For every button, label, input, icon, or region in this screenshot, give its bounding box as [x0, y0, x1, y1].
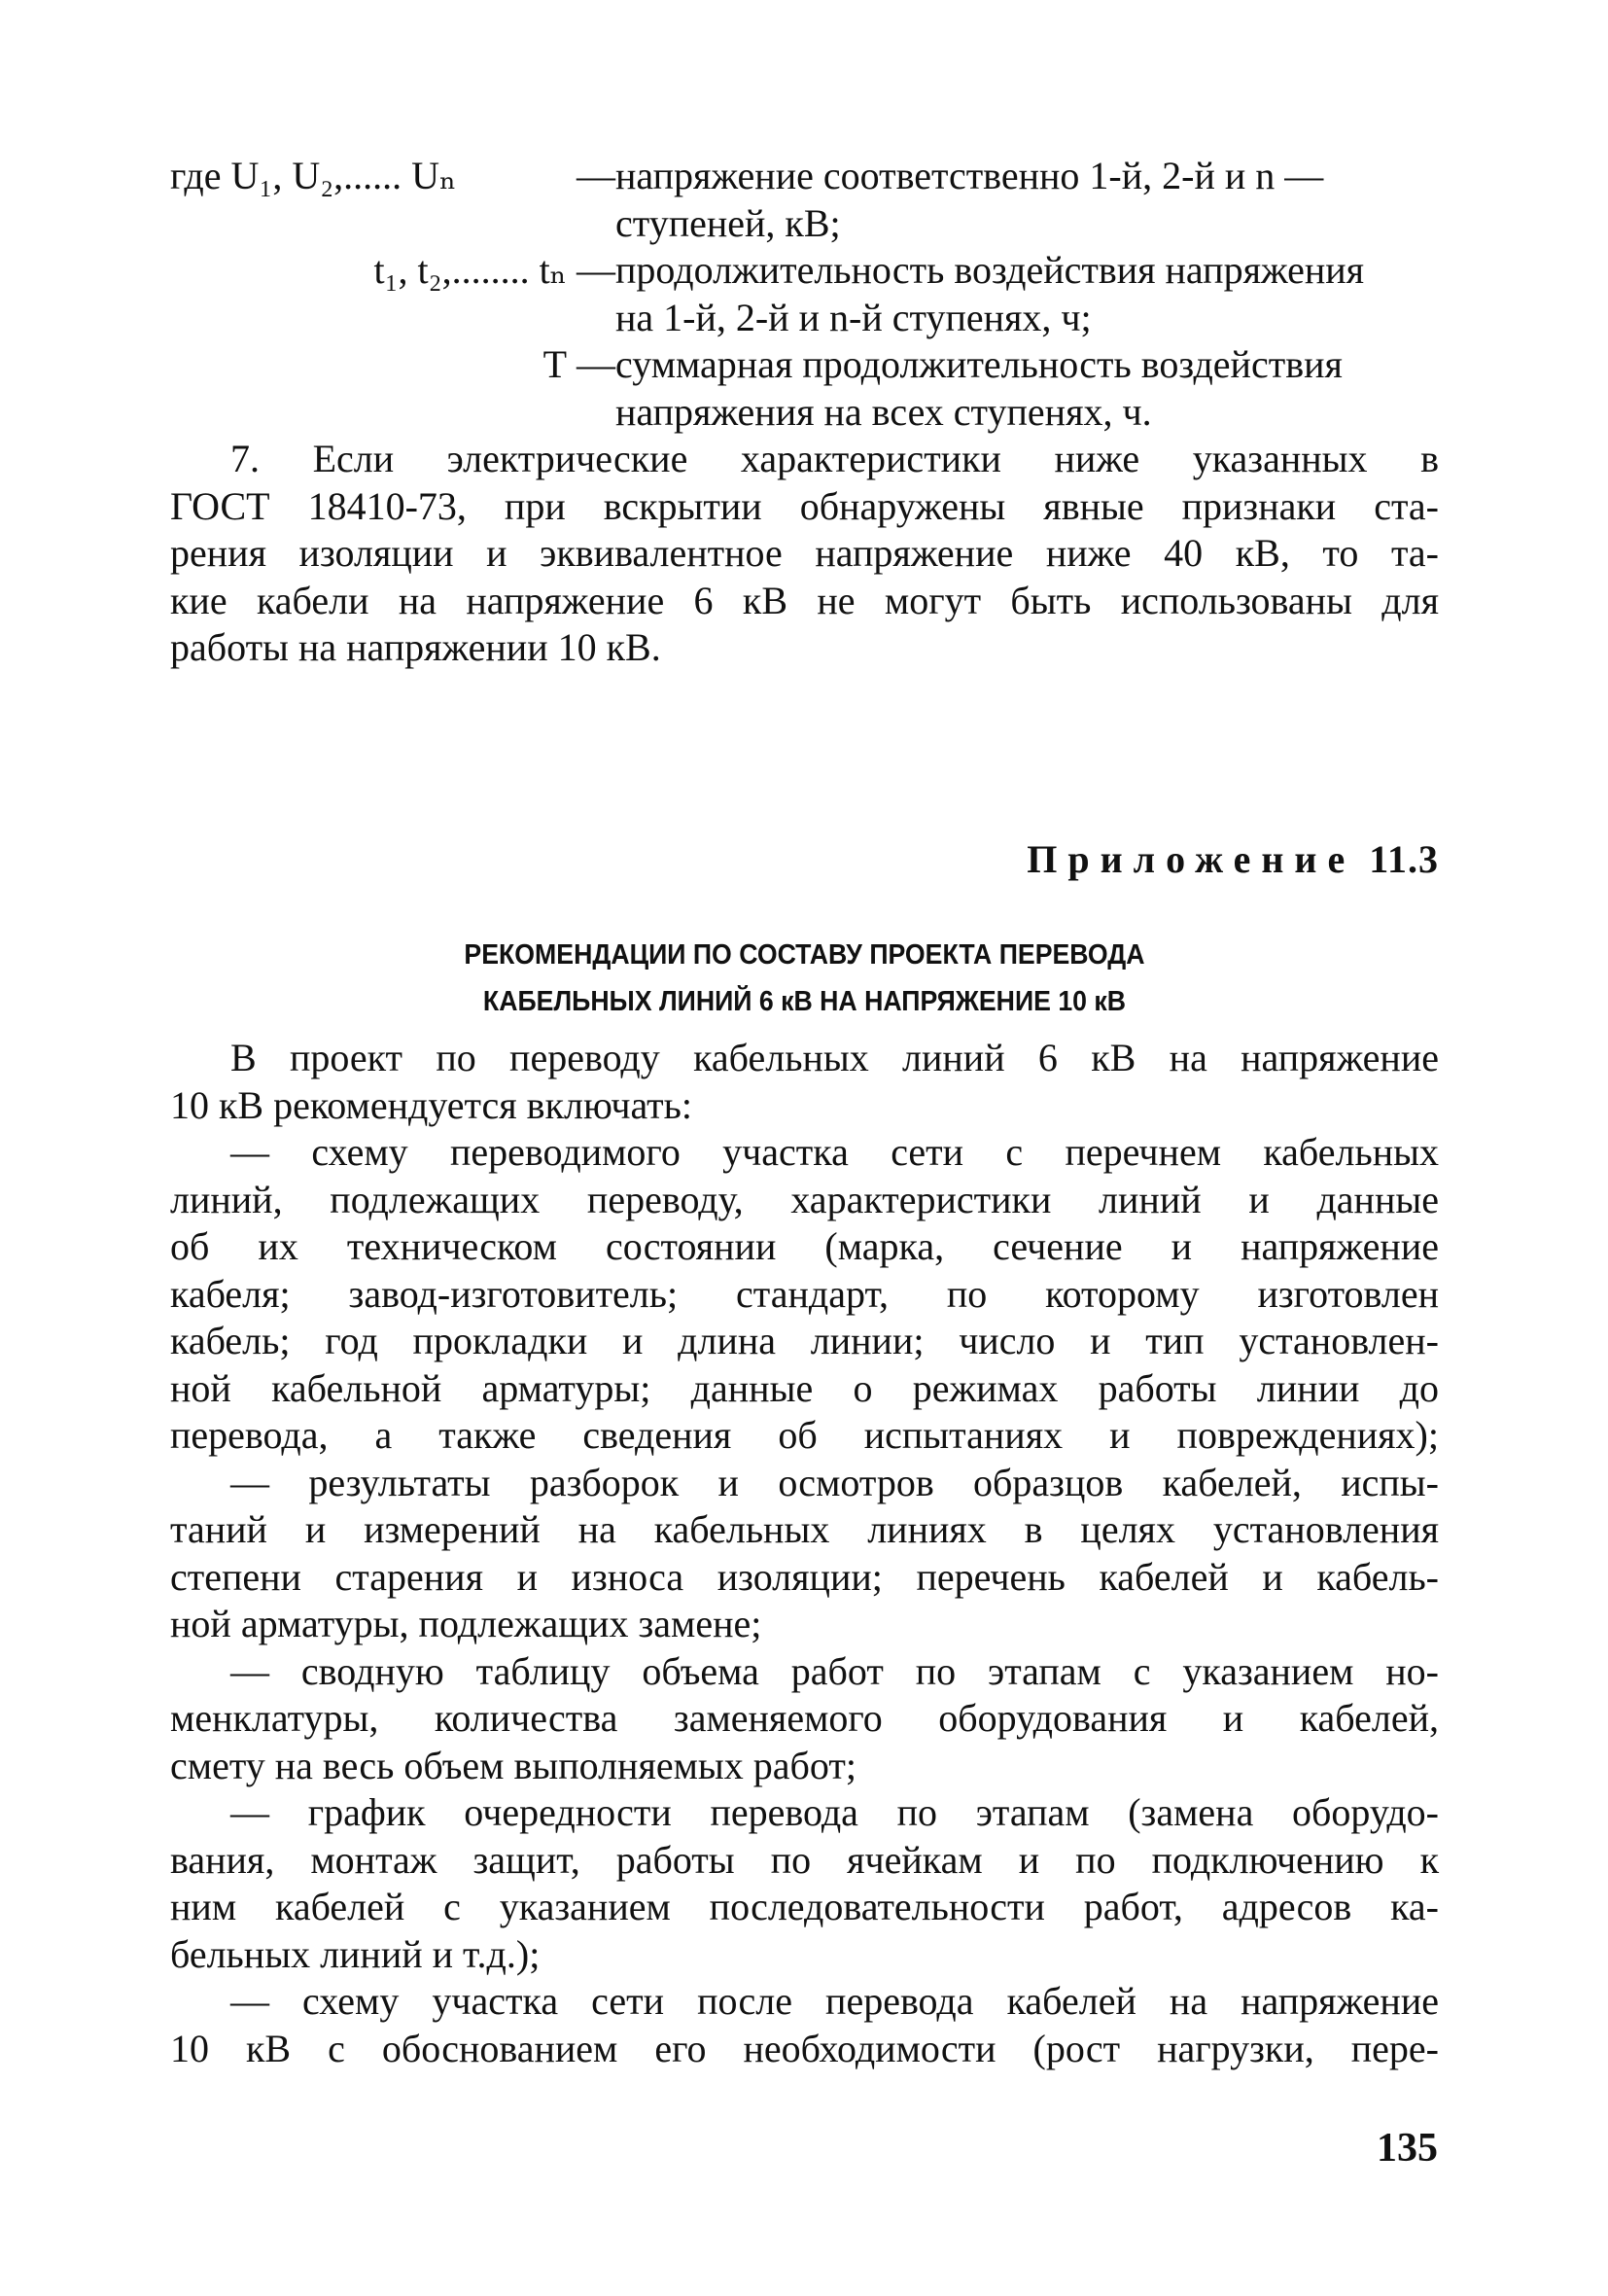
body-line: — схему переводимого участка сети с перечнем кабельных [230, 1130, 1439, 1174]
appendix-word: Приложение [1027, 837, 1356, 881]
definition-dash: — [577, 342, 615, 386]
paragraph-line: кие кабели на напряжение 6 кВ не могут быть использованы для [170, 578, 1439, 622]
definition-dash: — [577, 248, 615, 292]
definition-line: ступеней, кВ; [615, 200, 841, 245]
body-line: — схему участка сети после перевода кабелей на напряжение [230, 1979, 1439, 2023]
definition-row [170, 247, 1439, 341]
body-line: об их техническом состоянии (марка, сечение и напряжение [170, 1224, 1439, 1268]
body-line: ной кабельной арматуры; данные о режимах работы линии до [170, 1365, 1439, 1410]
body-line: — график очередности перевода по этапам (замена оборудо- [230, 1790, 1439, 1834]
body-line: — результаты разборок и осмотров образцов кабелей, испы- [230, 1460, 1439, 1504]
definition-line: продолжительность воздействия напряжения [615, 248, 1365, 292]
body-line: 10 кВ рекомендуется включать: [170, 1082, 692, 1127]
symbol-definitions [170, 153, 1439, 436]
body-line: степени старения и износа изоляции; перечень кабелей и кабель- [170, 1554, 1439, 1599]
paragraph-line: ГОСТ 18410-73, при вскрытии обнаружены явные признаки ста- [170, 483, 1439, 528]
body-line: ной арматуры, подлежащих замене; [170, 1602, 762, 1645]
body-line: кабеля; завод-изготовитель; стандарт, по которому изготовлен [170, 1271, 1439, 1316]
definition-symbol: Т [542, 342, 567, 386]
appendix-number: 11.3 [1369, 837, 1439, 881]
definition-dash: — [577, 154, 615, 197]
definition-line: на 1-й, 2-й и n-й ступенях, ч; [615, 295, 1092, 339]
body-line: ним кабелей с указанием последовательности работ, адресов ка- [170, 1885, 1439, 1928]
body-line: линий, подлежащих переводу, характеристики линий и данные [170, 1177, 1439, 1221]
body-text [170, 1035, 1439, 2072]
paragraph-line: рения изоляции и эквивалентное напряжение ниже 40 кВ, то та- [170, 531, 1439, 575]
definition-text [615, 247, 1439, 341]
body-line: В проект по переводу кабельных линий 6 кВ на напряжение [230, 1036, 1439, 1079]
body-line: бельных линий и т.д.); [170, 1931, 541, 1976]
definition-text [615, 153, 1439, 247]
definition-symbol: где U₁, U₂,...... Uₙ [170, 154, 457, 197]
body-line: 10 кВ с обоснованием его необходимости (рост нагрузки, пере- [170, 2026, 1439, 2070]
section-title-line-1: РЕКОМЕНДАЦИИ ПО СОСТАВУ ПРОЕКТА ПЕРЕВОДА [464, 939, 1145, 971]
appendix-heading [1027, 836, 1439, 882]
paragraph-line: работы на напряжении 10 кВ. [170, 625, 661, 669]
body-line: менклатуры, количества заменяемого оборудования и кабелей, [170, 1696, 1439, 1740]
page-number: 135 [1377, 2126, 1438, 2171]
section-title-line-2: КАБЕЛЬНЫХ ЛИНИЙ 6 кВ НА НАПРЯЖЕНИЕ 10 кВ [482, 986, 1127, 1017]
body-line: таний и измерений на кабельных линиях в целях установления [170, 1507, 1439, 1551]
body-line: смету на весь объем выполняемых работ; [170, 1743, 856, 1787]
definition-symbol: t₁, t₂,........ tₙ [373, 248, 567, 292]
paragraph-line: 7. Если электрические характеристики ниже указанных в [230, 437, 1439, 480]
definition-line: суммарная продолжительность воздействия [615, 342, 1343, 386]
definition-line: напряжения на всех ступенях, ч. [615, 389, 1152, 434]
body-line: перевода, а также сведения об испытаниях и повреждениях); [170, 1413, 1439, 1457]
body-line: вания, монтаж защит, работы по ячейкам и по подключению к [170, 1837, 1439, 1882]
body-line: — сводную таблицу объема работ по этапам с указанием но- [230, 1648, 1439, 1693]
definition-line: напряжение соответственно 1-й, 2-й и n — [615, 154, 1324, 197]
definition-row [170, 153, 1439, 247]
definition-row [170, 341, 1439, 436]
definition-text [615, 341, 1439, 436]
body-line: кабель; год прокладки и длина линии; число и тип установлен- [170, 1319, 1439, 1362]
paragraph-7 [170, 436, 1439, 672]
